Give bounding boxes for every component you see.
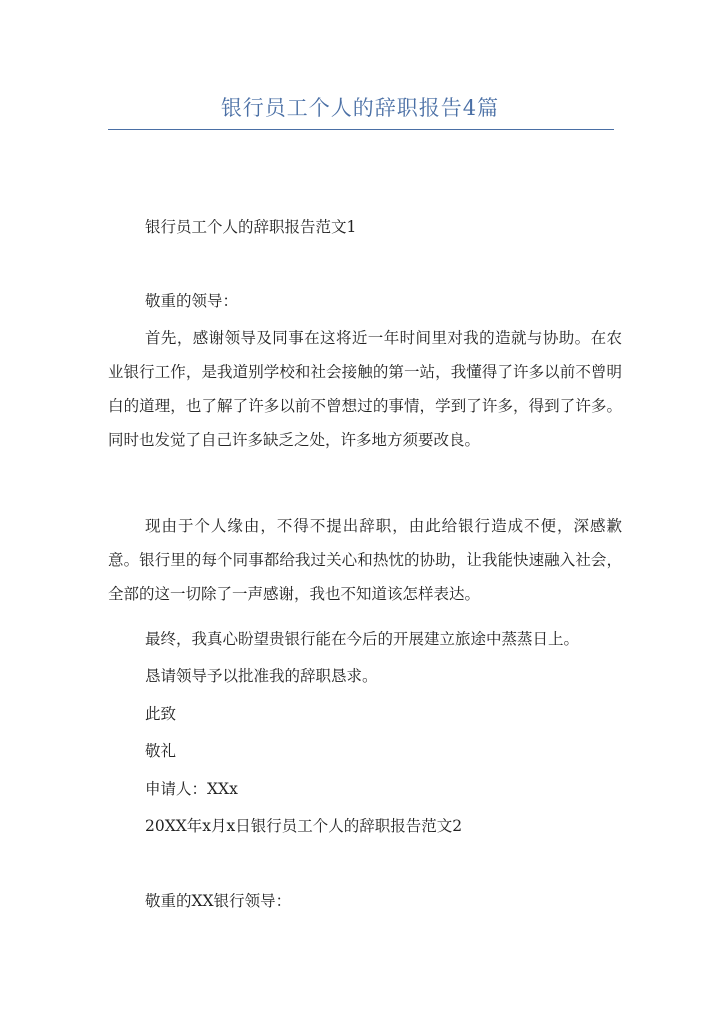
title-divider [108,129,614,130]
paragraph-1: 首先，感谢领导及同事在这将近一年时间里对我的造就与协助。在农业银行工作，是我道别学校和社会接触的第一站，我懂得了许多以前不曾明白的道理，也了解了许多以前不曾想过的事情，学到了许多，得到了许多。同时也发觉了自己许多缺乏之处，许多地方须要改良。 [108,329,622,449]
salutation: 敬重的领导： [145,292,239,310]
salutation-2: 敬重的XX银行领导： [145,892,292,910]
closing-regards: 此致 [145,705,177,723]
paragraph-3: 最终，我真心盼望贵银行能在今后的开展建立旅途中蒸蒸日上。 [145,630,580,648]
date-and-next-heading: 20XX年x月x日银行员工个人的辞职报告范文2 [145,817,463,835]
paragraph-2: 现由于个人缘由，不得不提出辞职，由此给银行造成不便，深感歉意。银行里的每个同事都给我过关心和热忱的协助，让我能快速融入社会，全部的这一切除了一声感谢，我也不知道该怎样表达。 [108,517,622,603]
paragraph-4: 恳请领导予以批准我的辞职恳求。 [145,667,378,685]
applicant-line: 申请人：XXx [145,780,238,798]
document-title: 银行员工个人的辞职报告4篇 [220,96,500,120]
closing-salute: 敬礼 [145,742,177,760]
section-heading-1: 银行员工个人的辞职报告范文1 [145,218,357,236]
